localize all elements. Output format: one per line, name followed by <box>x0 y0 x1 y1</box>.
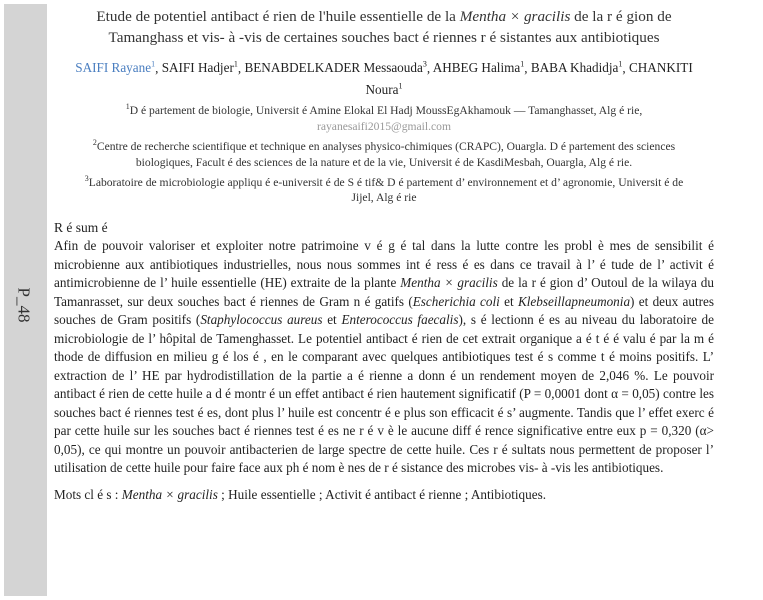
author: BENABDELKADER Messaouda$^3$ <box>244 60 427 76</box>
keywords-label: Mots cl é s : <box>54 486 119 502</box>
paper-content <box>54 6 714 504</box>
author: AHBEG Halima$^1$ <box>432 60 525 76</box>
title-species: Mentha × gracilis <box>459 8 571 25</box>
abstract-body: Afin de pouvoir valoriser et exploiter notre patrimoine v é g é tal dans la lutte contre les probl è mes de sensibilit é microbienne aux antibiotiques industrielles, nous nous sommes int é ress é es dans ce travail à l’ é tude de l’ activit é antimicrobienne de l’ huile essentielle (HE) extraite de la plante Mentha × gracilis de la r é gion d’ Outoul de la wilaya du Tamanrasset, sur deux souches bact é riennes de Gram n é gatifs (Escherichia coli et Klebseillapneumonia) et deux autres souches de Gram positifs (Staphylococcus aureus et Enterococcus faecalis), s é lectionn é es au niveau du laboratoire de microbiologie de l’ hôpital de Tamenghasset. Le potentiel antibact é rien de cet extrait organique a é t é é valu é par la m é thode de diffusion en milieu g é los é , en le comparant avec quelques antibiotiques test é s comme t é moins positifs. L’ extraction de l’ HE par hydrodistillation de la partie a é rienne a donn é un rendement moyen de 2,046 %. Le pouvoir antibact é rien de cette huile a d é montr é un effet antibact é rien hautement significatif (P = 0,0001 dont α = 0,05) contre les souches bact é riennes test é es, dont plus l’ huile est concentr é e plus son efficacit é s’ augmente. Tandis que l’ effet exerc é par cette huile sur les souches bact é riennes test é es ne r é v è le aucune diff é rence significative entre eux p = 0,320 (α> 0,05), ce qui montre un pouvoir antibacterien de large spectre de cette huile. Ces r é sultats nous permettent de proposer l’ utilisation de cette huile pour faire face aux ph é nom è nes de r é sistance des microbes vis- à -vis les antibiotiques. <box>54 238 715 476</box>
page-number-label: P_48 <box>14 287 33 323</box>
affiliation-2: $^2$Centre de recherche scientifique et technique en analyses physico-chimiques (CRAPC), Ouargla. D é partement des sciences biologiques, Facult é des sciences de la nature et de la vie, Universit é de KasdiMesbah, Ouargla, Alg é rie. <box>92 137 676 169</box>
paper-title: Etude de potentiel antibact é rien de l'huile essentielle de la Mentha × gracilis de la r é gion de Tamanghass et vis- à -vis de certaines souches bact é riennes r é sistantes aux antibiotiques <box>96 8 672 46</box>
author: BABA Khadidja$^1$ <box>530 60 623 76</box>
keywords: Mots cl é s : Mentha × gracilis ; Huile essentielle ; Activit é antibact é rienne ; Antibiotiques. <box>54 486 547 502</box>
author-list: SAIFI Rayane$^1$, SAIFI Hadjer$^1$, BENABDELKADER Messaouda$^3$, AHBEG Halima$^1$, BABA Khadidja$^1$, CHANKITI Noura$^1$ <box>75 60 693 97</box>
author: SAIFI Hadjer$^1$ <box>161 60 238 76</box>
author-email[interactable]: rayanesaifi2015@gmail.com <box>317 119 451 133</box>
abstract-heading: R é sum é <box>54 220 108 236</box>
affiliation-1: $^1$D é partement de biologie, Universit é Amine Elokal El Hadj MoussEgAkhamouk — Tamanghasset, Alg é rie, <box>125 101 643 117</box>
author: CHANKITI Noura$^1$ <box>365 60 693 97</box>
affiliation-3: $^3$Laboratoire de microbiologie appliqu é e-universit é de S é tif& D é partement d’ environnement et d’ agronomie, Universit é de Jijel, Alg é rie <box>84 173 684 205</box>
author-first[interactable]: SAIFI Rayane$^1$ <box>75 60 156 76</box>
